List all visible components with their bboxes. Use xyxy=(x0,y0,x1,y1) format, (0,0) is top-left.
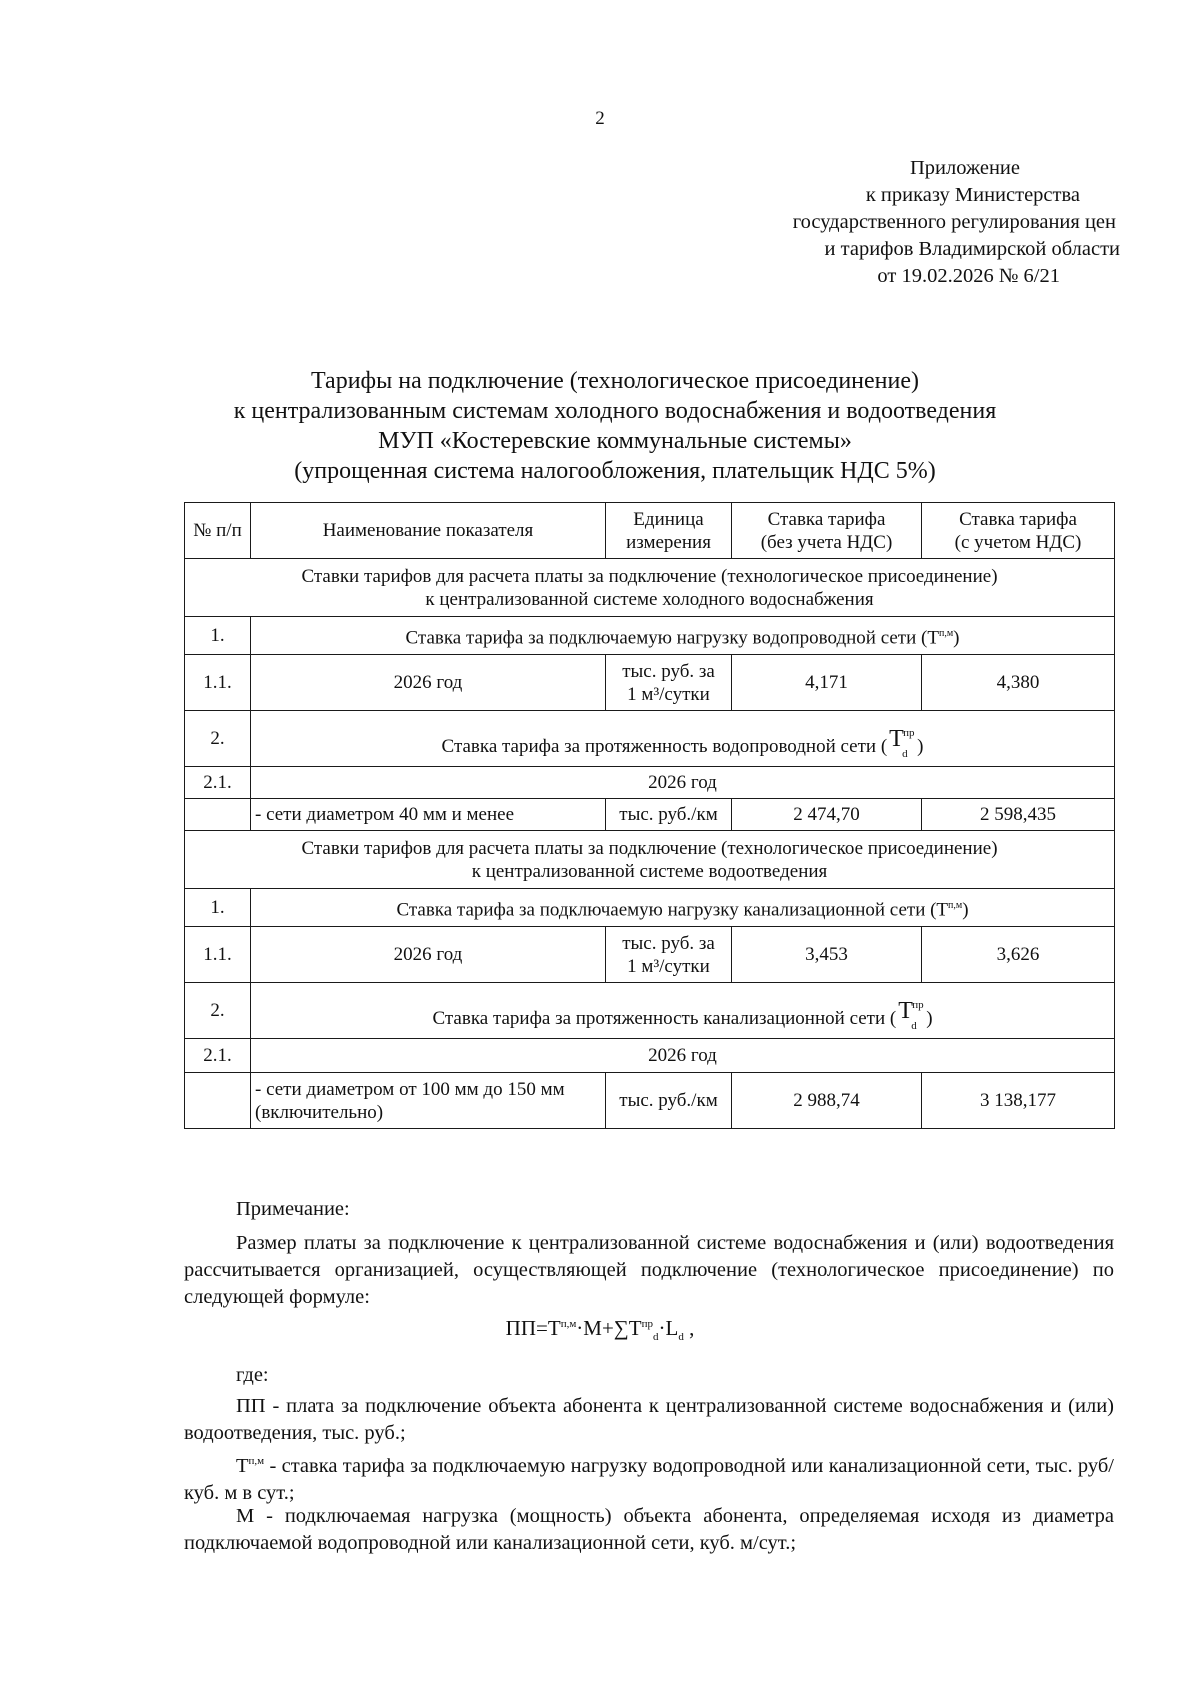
row-num xyxy=(185,1073,251,1129)
title-line: к централизованным системам холодного водоснабжения и водоотведения xyxy=(233,398,997,424)
row-num xyxy=(185,799,251,831)
formula: $ПП=T^{п,м}\cdot M+\sum T^{пр}_d\cdot L_d$ , xyxy=(505,1316,695,1344)
where-label: где: xyxy=(236,1364,269,1386)
appendix-header xyxy=(700,155,1120,290)
title-line: (упрощенная система налогообложения, плательщик НДС 5%) xyxy=(294,458,936,484)
row-num: 1. xyxy=(185,889,251,927)
header-rate-no-vat: Ставка тарифа (без учета НДС) xyxy=(732,503,922,559)
definition-m: М - подключаемая нагрузка (мощность) объекта абонента, определяемая исходя из диаметра подключаемой водопроводной или канализационной сети, куб. м/сут.; xyxy=(184,1505,1114,1554)
row-unit: тыс. руб. за 1 м³/сутки xyxy=(606,655,732,711)
definition-pp: ПП - плата за подключение объекта абонента к централизованной системе водоснабжения и (или) водоотведения, тыс. руб.; xyxy=(184,1395,1114,1444)
header-rate-vat: Ставка тарифа (с учетом НДС) xyxy=(922,503,1115,559)
table-row xyxy=(185,617,1115,655)
appendix-line: и тарифов Владимирской области xyxy=(824,238,1120,260)
page-number: 2 xyxy=(595,108,605,129)
row-title: Ставка тарифа за подключаемую нагрузку канализационной сети $(T^{п,м})$ xyxy=(251,889,1115,927)
title-line: Тарифы на подключение (технологическое присоединение) xyxy=(310,368,920,394)
row-num: 1.1. xyxy=(185,655,251,711)
table-row xyxy=(185,655,1115,711)
row-num: 2.1. xyxy=(185,1039,251,1073)
note-heading: Примечание: xyxy=(236,1198,350,1220)
section-title: Ставки тарифов для расчета платы за подключение (технологическое присоединение) к централизованной системе водоотведения xyxy=(185,831,1115,889)
table-row xyxy=(185,983,1115,1039)
row-year: 2026 год xyxy=(251,767,1115,799)
header-num: № п/п xyxy=(185,503,251,559)
header-unit: Единица измерения xyxy=(606,503,732,559)
table-row xyxy=(185,1073,1115,1129)
section-row-sewer xyxy=(185,831,1115,889)
table-row xyxy=(185,927,1115,983)
row-title: Ставка тарифа за протяженность канализационной сети ( T пр d ) xyxy=(251,983,1115,1039)
note-paragraph: Размер платы за подключение к централизованной системе водоснабжения и (или) водоотведения рассчитывается организацией, осуществляющей подключение (технологическое присоединение) по следующей формуле: xyxy=(184,1232,1114,1308)
row-name: - сети диаметром 40 мм и менее xyxy=(251,799,606,831)
row-title: Ставка тарифа за протяженность водопроводной сети ( T пр d ) xyxy=(251,711,1115,767)
table-row xyxy=(185,799,1115,831)
tdpr-symbol: T пр d xyxy=(889,726,915,760)
tdpr-symbol: T пр d xyxy=(898,998,924,1032)
row-num: 2.1. xyxy=(185,767,251,799)
row-year: 2026 год xyxy=(251,1039,1115,1073)
section-title: Ставки тарифов для расчета платы за подключение (технологическое присоединение) к централизованной системе холодного водоснабжения xyxy=(185,559,1115,617)
row-value-vat: 2 598,435 xyxy=(922,799,1115,831)
appendix-line: от 19.02.2026 № 6/21 xyxy=(877,265,1060,287)
row-unit: тыс. руб. за 1 м³/сутки xyxy=(606,927,732,983)
row-value-vat: 3 138,177 xyxy=(922,1073,1115,1129)
section-row-water xyxy=(185,559,1115,617)
row-num: 2. xyxy=(185,711,251,767)
row-num: 1.1. xyxy=(185,927,251,983)
row-num: 2. xyxy=(185,983,251,1039)
row-num: 1. xyxy=(185,617,251,655)
appendix-line: Приложение xyxy=(909,157,1020,179)
table-row xyxy=(185,767,1115,799)
row-unit: тыс. руб./км xyxy=(606,1073,732,1129)
header-name: Наименование показателя xyxy=(251,503,606,559)
table-row xyxy=(185,889,1115,927)
row-name: 2026 год xyxy=(251,927,606,983)
appendix-line: государственного регулирования цен xyxy=(792,211,1116,233)
row-unit: тыс. руб./км xyxy=(606,799,732,831)
tariff-table xyxy=(184,502,1115,1129)
row-value-no-vat: 2 988,74 xyxy=(732,1073,922,1129)
row-name: - сети диаметром от 100 мм до 150 мм (включительно) xyxy=(251,1073,606,1129)
row-name: 2026 год xyxy=(251,655,606,711)
table-row xyxy=(185,711,1115,767)
title-line: МУП «Костеревские коммунальные системы» xyxy=(378,428,852,454)
appendix-line: к приказу Министерства xyxy=(865,184,1080,206)
row-value-vat: 3,626 xyxy=(922,927,1115,983)
table-header-row xyxy=(185,503,1115,559)
row-value-no-vat: 4,171 xyxy=(732,655,922,711)
document-title xyxy=(150,366,1080,486)
row-value-no-vat: 2 474,70 xyxy=(732,799,922,831)
table-row xyxy=(185,1039,1115,1073)
row-title: Ставка тарифа за подключаемую нагрузку водопроводной сети $(T^{п,м})$ xyxy=(251,617,1115,655)
definition-t: $Т^{п,м}$ - ставка тарифа за подключаемую нагрузку водопроводной или канализационной сети, тыс. руб/куб. м в сут.; xyxy=(184,1454,1114,1504)
row-value-vat: 4,380 xyxy=(922,655,1115,711)
row-value-no-vat: 3,453 xyxy=(732,927,922,983)
